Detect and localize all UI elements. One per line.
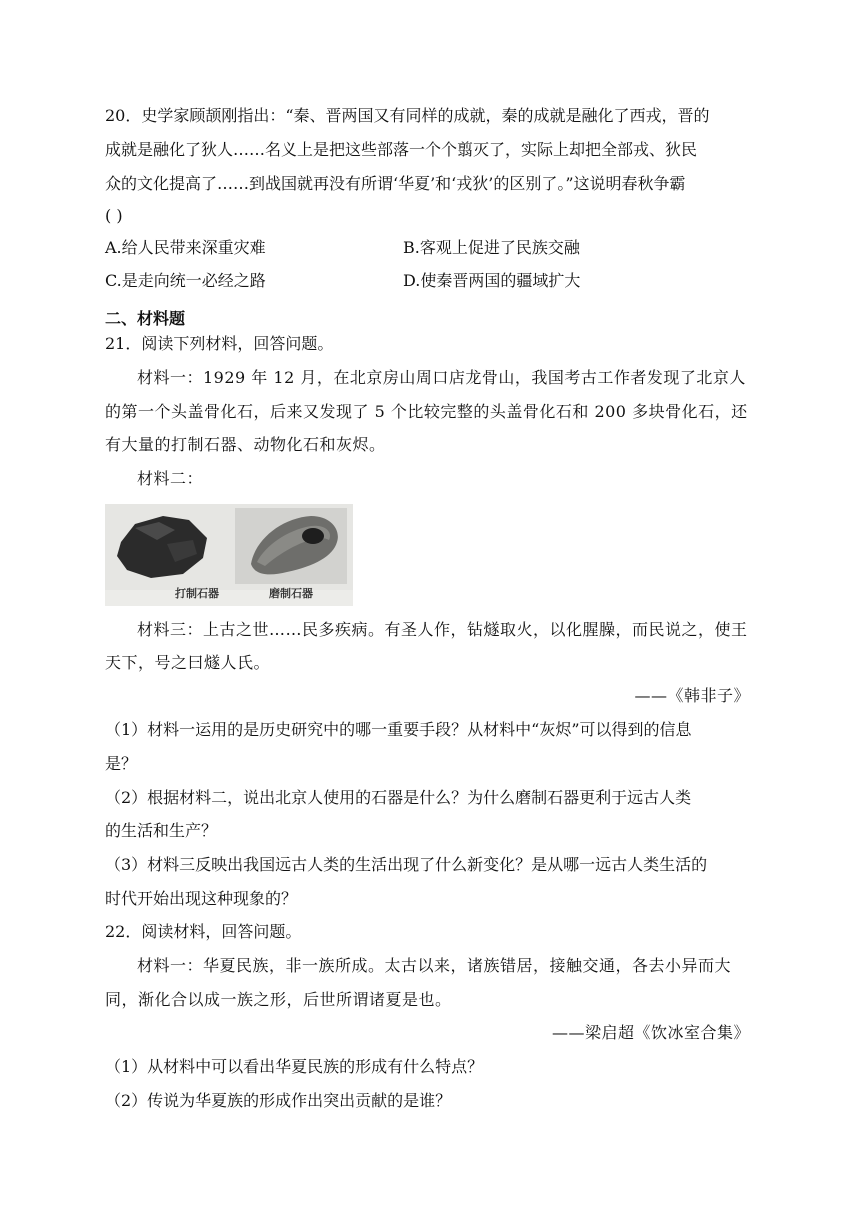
q20-stem-line-1: 20．史学家顾颉刚指出：“秦、晋两国又有同样的成就，秦的成就是融化了西戎，晋的 <box>105 106 710 125</box>
q22-subquestion-2: （2）传说为华夏族的形成作出突出贡献的是谁？ <box>105 1091 452 1110</box>
q21-subquestion-1-line-2: 是？ <box>105 754 138 773</box>
q21-material-3-source: ——《韩非子》 <box>634 686 750 705</box>
q20-answer-blank: ( ) <box>105 206 123 225</box>
q21-subquestion-2-line-2: 的生活和生产？ <box>105 821 218 840</box>
q22-stem: 22．阅读材料，回答问题。 <box>105 922 302 941</box>
q20-stem-line-2: 成就是融化了狄人……名义上是把这些部落一个个翦灭了，实际上却把全部戎、狄民 <box>105 140 698 159</box>
q20-option-b: B.客观上促进了民族交融 <box>403 238 580 257</box>
q21-subquestion-3-line-1: （3）材料三反映出我国远古人类的生活出现了什么新变化？是从哪一远古人类生活的 <box>105 855 708 874</box>
q20-option-a: A.给人民带来深重灾难 <box>105 238 266 257</box>
q21-subquestion-2-line-1: （2）根据材料二，说出北京人使用的石器是什么？为什么磨制石器更利于远古人类 <box>105 788 692 807</box>
figure-label-chipped: 打制石器 <box>175 587 219 600</box>
q22-material-1-line-2: 同，渐化合以成一族之形，后世所谓诸夏是也。 <box>105 990 452 1009</box>
q20-stem-line-3: 众的文化提高了……到战国就再没有所谓‘华夏’和‘戎狄’的区别了。”这说明春秋争霸 <box>105 174 686 193</box>
q21-subquestion-3-line-2: 时代开始出现这种现象的？ <box>105 889 298 908</box>
stone-tools-image <box>105 504 353 606</box>
q22-subquestion-1: （1）从材料中可以看出华夏民族的形成有什么特点？ <box>105 1057 484 1076</box>
q22-material-1-source: ——梁启超《饮冰室合集》 <box>551 1023 750 1042</box>
stone-tools-figure <box>105 504 353 606</box>
q20-option-c: C.是走向统一必经之路 <box>105 271 266 290</box>
q21-subquestion-1-line-1: （1）材料一运用的是历史研究中的哪一重要手段？从材料中“灰烬”可以得到的信息 <box>105 720 692 739</box>
q20-option-d: D.使秦晋两国的疆域扩大 <box>403 271 581 290</box>
section-title: 二、材料题 <box>105 309 186 328</box>
q21-material-3-line-2: 天下，号之曰燧人氏。 <box>105 653 271 672</box>
polished-tool-hole <box>302 528 324 544</box>
q21-material-3-line-1: 材料三：上古之世……民多疾病。有圣人作，钻燧取火，以化腥臊，而民说之，使王 <box>137 620 748 639</box>
q22-material-1-line-1: 材料一：华夏民族，非一族所成。太古以来，诸族错居，接触交通，各去小异而大 <box>137 956 732 975</box>
q21-material-1-line-1: 材料一：1929 年 12 月，在北京房山周口店龙骨山，我国考古工作者发现了北京人 <box>137 368 746 387</box>
figure-label-polished: 磨制石器 <box>269 587 313 600</box>
q21-material-1-line-2: 的第一个头盖骨化石，后来又发现了 5 个比较完整的头盖骨化石和 200 多块骨化石，还 <box>105 402 748 421</box>
q21-material-2-label: 材料二： <box>137 469 204 488</box>
q21-material-1-line-3: 有大量的打制石器、动物化石和灰烬。 <box>105 435 386 454</box>
q21-stem: 21．阅读下列材料，回答问题。 <box>105 334 334 353</box>
